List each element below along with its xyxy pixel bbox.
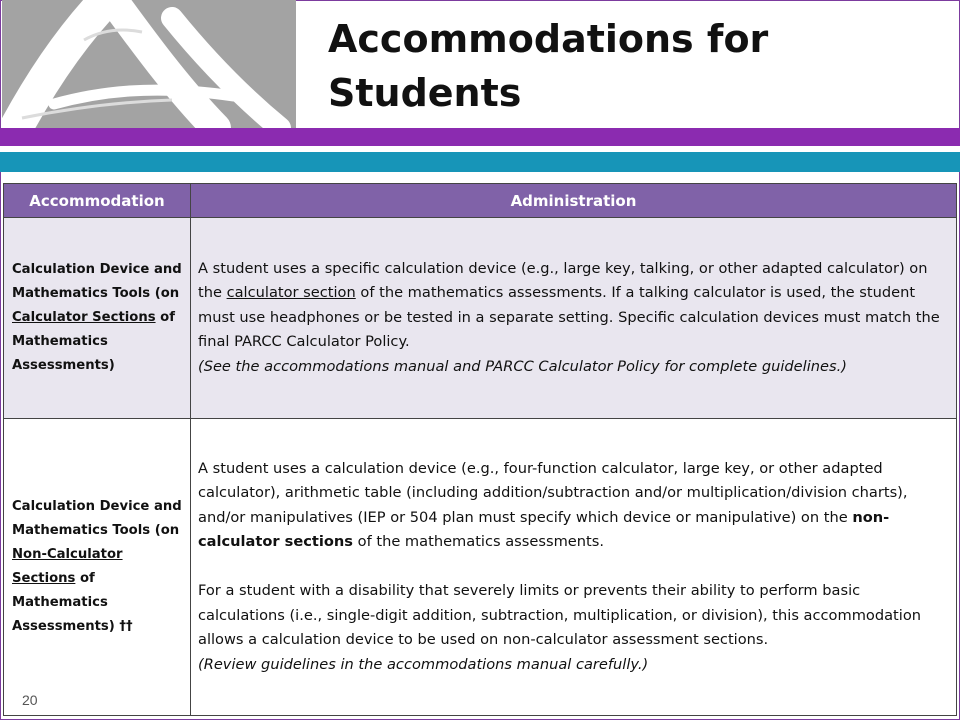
title-line-1: Accommodations for Students (328, 17, 769, 115)
dagger-mark: †† (119, 619, 133, 634)
page-number: 20 (22, 692, 38, 708)
administration-cell (191, 218, 957, 419)
brush-letter-a-logo (2, 0, 296, 128)
table-row (4, 419, 957, 716)
administration-note: (Review guidelines in the accommodations manual carefully.) (198, 655, 649, 673)
administration-text: A student uses a specific calculation device (e.g., large key, talking, or other adapted calculator) on the (198, 259, 928, 302)
table-header-row (4, 184, 957, 218)
purple-banner (0, 128, 960, 146)
administration-note: (See the accommodations manual and PARCC Calculator Policy for complete guidelines.) (198, 357, 847, 375)
administration-text: A student uses a calculation device (e.g., four-function calculator, large key, or other adapted calculator), arithmetic table (including addition/subtraction and/or multiplication/division charts), and/or manipulatives (IEP or 504 plan must specify which device or manipulative) on the (198, 459, 908, 526)
accommodation-underlined: Non-Calculator Sections (12, 547, 123, 586)
accommodation-cell (4, 419, 191, 716)
header-accommodation: Accommodation (4, 184, 191, 218)
administration-paragraph-2: For a student with a disability that severely limits or prevents their ability to perform basic calculations (i.e., single-digit addition, subtraction, multiplication, or division), this accommodation allows a calculation device to be used on non-calculator assessment sections. (198, 582, 921, 649)
table-row (4, 218, 957, 419)
administration-text-end: of the mathematics assessments. (353, 533, 604, 551)
accommodation-text: Calculation Device and Mathematics Tools (on (12, 499, 182, 538)
administration-text-end: of the mathematics assessments. If a talking calculator is used, the student must use headphones or be tested in a separate setting. Specific calculation devices must match the final PARCC Calculator Policy. (198, 284, 940, 351)
paragraph-gap (198, 555, 946, 579)
administration-underlined: calculator section (226, 284, 356, 302)
teal-banner (0, 152, 960, 172)
accommodation-text-end: of Mathematics Assessments) (12, 310, 175, 373)
accommodations-table (3, 183, 957, 716)
administration-cell (191, 419, 957, 716)
accommodation-underlined: Calculator Sections (12, 310, 156, 325)
header-administration: Administration (191, 184, 957, 218)
accommodation-text: Calculation Device and Mathematics Tools (on (12, 262, 182, 301)
logo (2, 0, 296, 128)
accommodation-text-end: of Mathematics Assessments) (12, 571, 120, 634)
accommodation-cell (4, 218, 191, 419)
administration-bold: non-calculator sections (198, 508, 890, 551)
